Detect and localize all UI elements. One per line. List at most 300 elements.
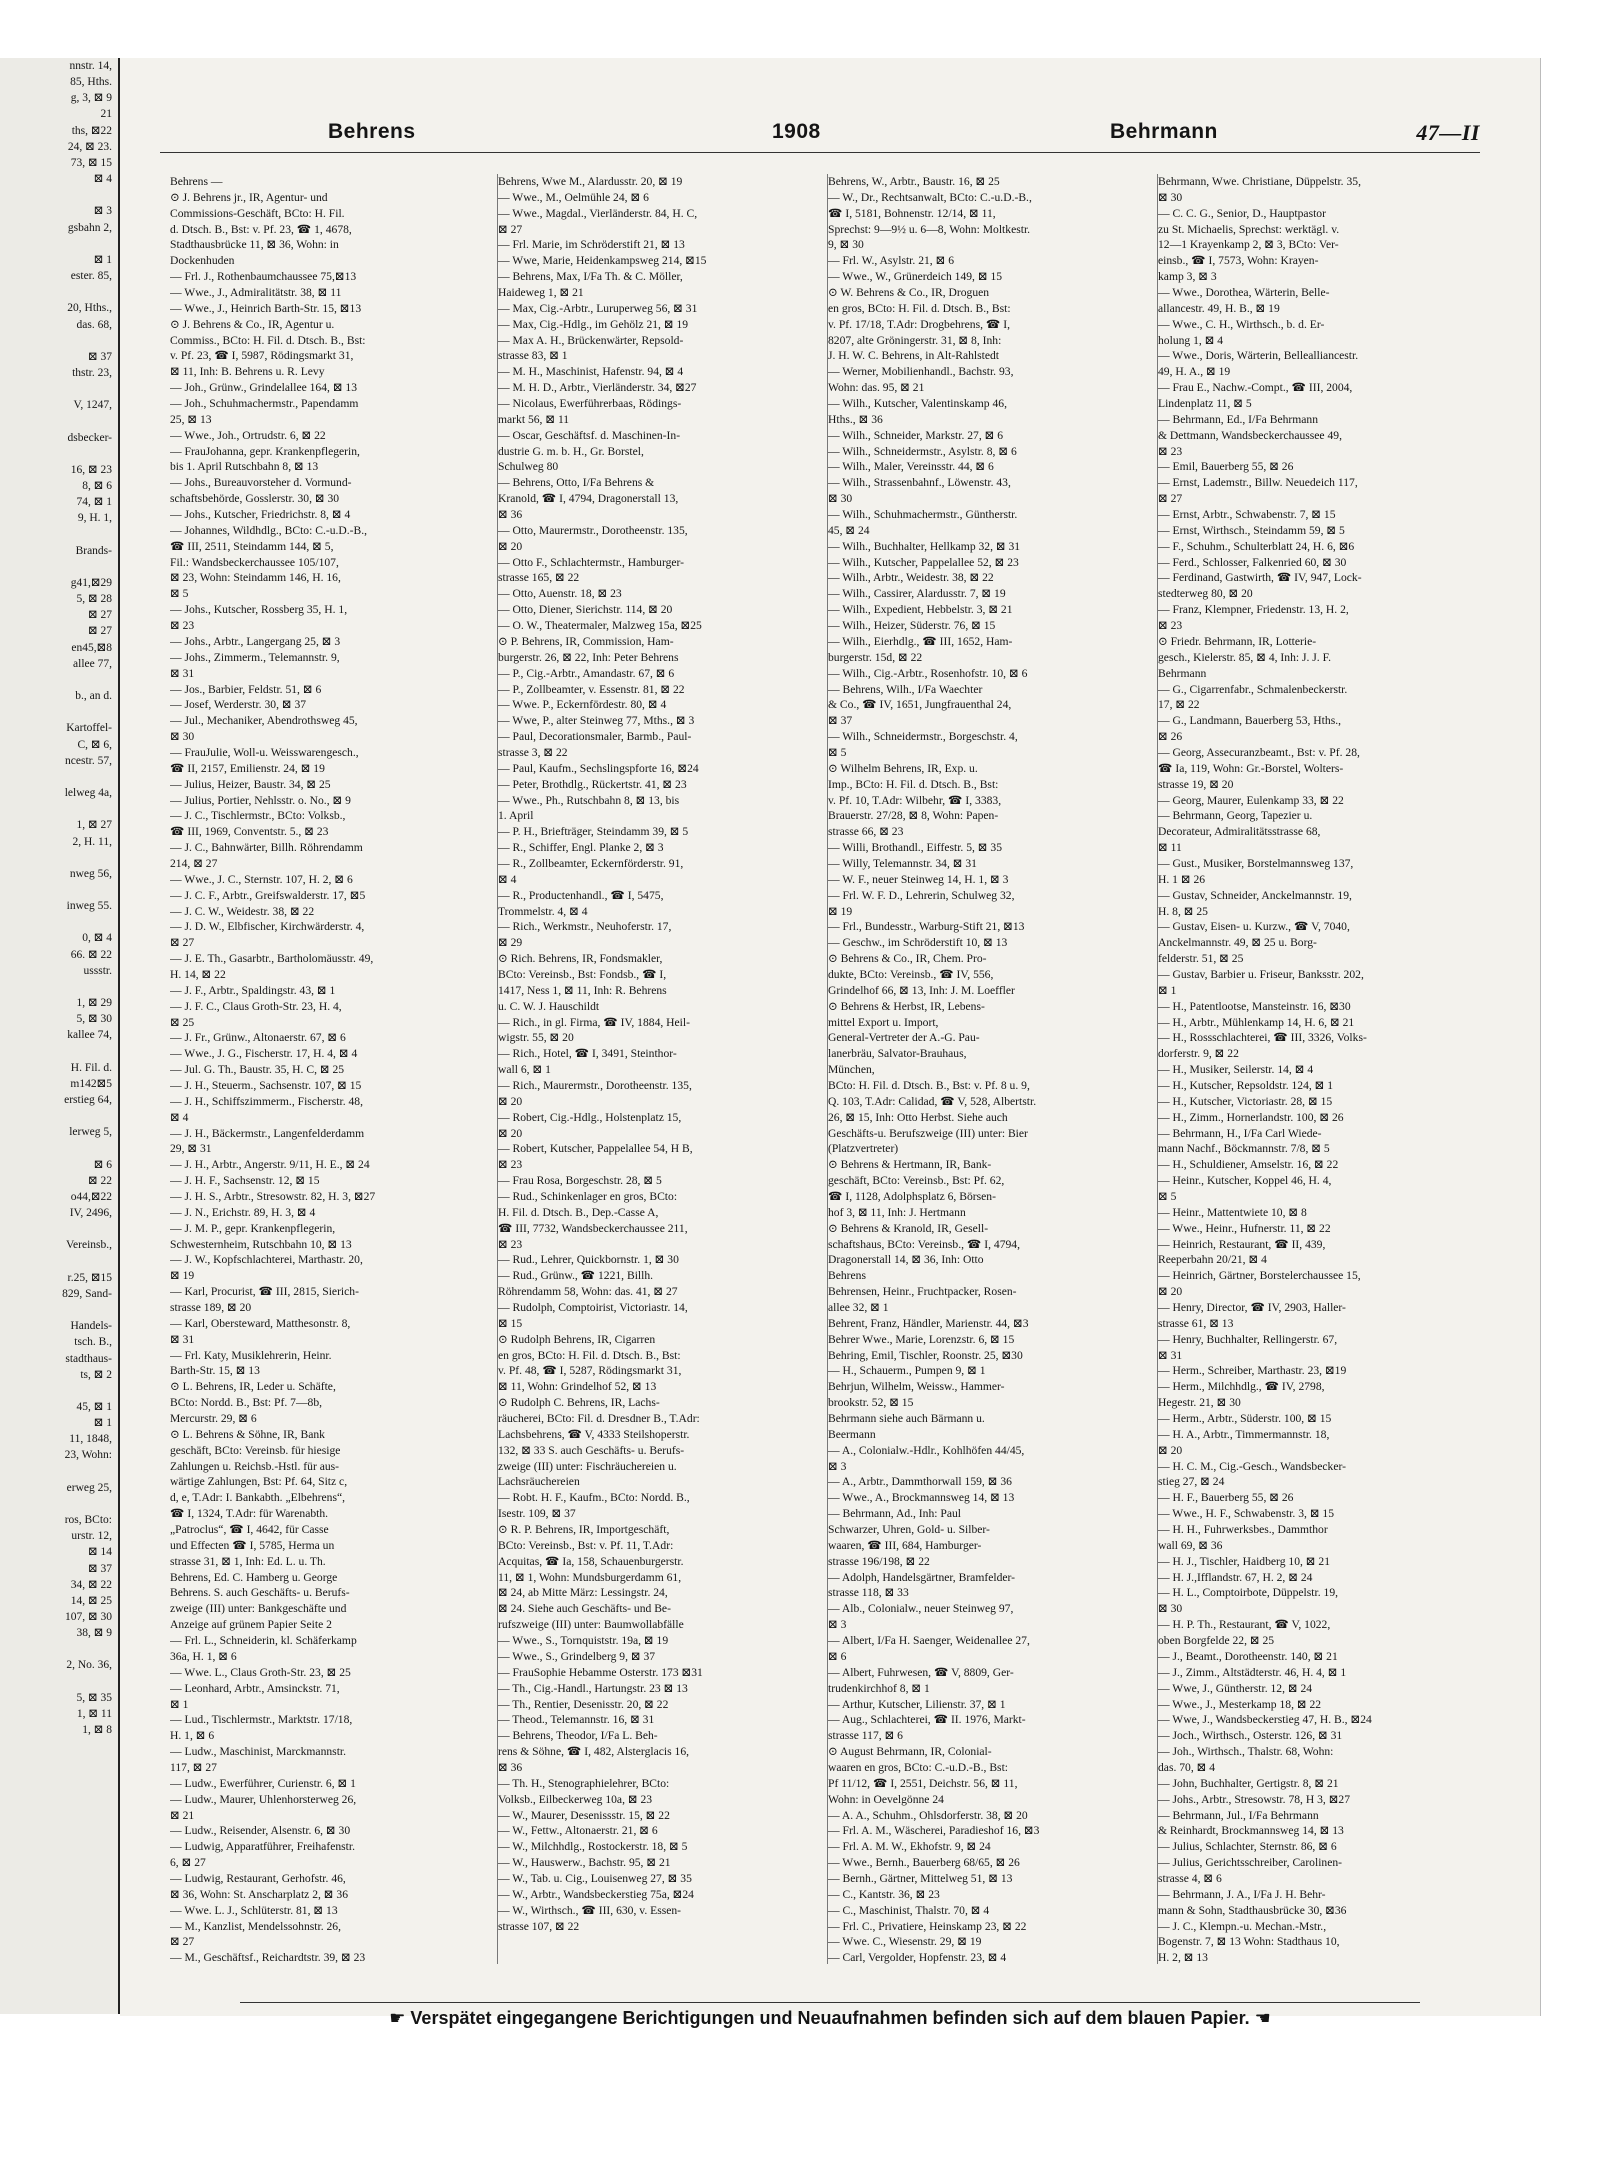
entry-line: ⊠ 11 (1158, 841, 1182, 855)
entry-line: — Georg, Maurer, Eulenkamp 33, ⊠ 22 (1158, 793, 1344, 807)
entry-line: — Albert, Fuhrwesen, ☎ V, 8809, Ger- (828, 1665, 1014, 1679)
entry-line: — Th., Rentier, Desenisstr. 20, ⊠ 22 (498, 1697, 669, 1711)
entry-line: — Wilh., Expedient, Hebbelstr. 3, ⊠ 21 (828, 603, 1013, 617)
entry-line: dorferstr. 9, ⊠ 22 (1158, 1047, 1239, 1061)
entry-line: — Julius, Portier, Nehlsstr. o. No., ⊠ 9 (170, 793, 351, 807)
entry-line: — Wwe., S., Grindelberg 9, ⊠ 37 (498, 1649, 656, 1663)
entry-line: d, e, T.Adr: I. Bankabth. „Elbehrens“, (170, 1491, 346, 1505)
entry-line: (Platzvertreter) (828, 1142, 899, 1156)
entry-line: Stadthausbrücke 11, ⊠ 36, Wohn: in (170, 238, 339, 252)
previous-page-line (0, 527, 118, 543)
previous-page-line: 16, ⊠ 23 (70, 463, 112, 476)
entry-line: — Behrmann, Ad., Inh: Paul (828, 1507, 961, 1521)
previous-page-line: b., an d. (75, 690, 112, 703)
previous-page-line: 5, ⊠ 30 (76, 1013, 112, 1026)
entry-line: mann Nachf., Böckmannstr. 7/8, ⊠ 5 (1158, 1142, 1330, 1156)
entry-line: 49, H. A., ⊠ 19 (1158, 365, 1231, 379)
entry-line: Behrens, Ed. C. Hamberg u. George (170, 1570, 338, 1584)
entry-line: — Wwe, P., alter Steinweg 77, Mths., ⊠ 3 (498, 714, 695, 728)
entry-line: — Otto F., Schlachtermstr., Hamburger- (498, 555, 685, 569)
entry-line: — J. C. F., Arbtr., Greifswalderstr. 17, ⊠5 (170, 888, 366, 902)
entry-line: — Leonhard, Arbtr., Amsinckstr. 71, (170, 1681, 340, 1695)
entry-line: kamp 3, ⊠ 3 (1158, 270, 1217, 284)
entry-line: strasse 107, ⊠ 22 (498, 1919, 580, 1933)
entry-line: ⊠ 31 (170, 1332, 195, 1346)
previous-page-line (0, 333, 118, 349)
entry-line: — C., Maschinist, Thalstr. 70, ⊠ 4 (828, 1903, 990, 1917)
entry-line: — Ludw., Reisender, Alsenstr. 6, ⊠ 30 (170, 1824, 351, 1838)
entry-line: ☎ I, 1128, Adolphsplatz 6, Börsen- (828, 1190, 996, 1203)
entry-line: — M. H. D., Arbtr., Vierländerstr. 34, ⊠27 (498, 381, 697, 395)
previous-page-line: g41,⊠29 (70, 577, 112, 589)
entry-line: ⊠ 30 (1158, 1602, 1183, 1616)
entry-line: — Wwe., Joh., Ortrudstr. 6, ⊠ 22 (170, 428, 326, 442)
previous-page-line (0, 1464, 118, 1480)
previous-page-line: Kartoffel- (66, 722, 112, 735)
entry-line: — Wwe., Ph., Rutschbahn 8, ⊠ 13, bis (498, 793, 680, 807)
entry-line: — Gustav, Barbier u. Friseur, Banksstr. 202, (1158, 967, 1364, 981)
entry-line: — Rich., Werkmstr., Neuhoferstr. 17, (498, 920, 672, 934)
entry-line: — Johs., Arbtr., Langergang 25, ⊠ 3 (170, 634, 341, 648)
entry-line: — Wilh., Schneidermstr., Asylstr. 8, ⊠ 6 (828, 444, 1017, 458)
entry-line: strasse 4, ⊠ 6 (1158, 1871, 1222, 1885)
previous-page-line (0, 1302, 118, 1318)
entry-line: räucherei, BCto: Fil. d. Dresdner B., T.Adr: (498, 1412, 700, 1426)
column-2 (498, 174, 826, 1964)
entry-line: & Dettmann, Wandsbeckerchaussee 49, (1158, 428, 1342, 442)
entry-line: ⊠ 23, Wohn: Steindamm 146, H. 16, (170, 571, 341, 585)
entry-line: & Reinhardt, Brockmannsweg 14, ⊠ 13 (1158, 1824, 1344, 1838)
previous-page-line: ros, BCto: (64, 1514, 112, 1527)
previous-page-line (0, 769, 118, 785)
entry-line: ⊠ 11, Inh: B. Behrens u. R. Levy (170, 365, 325, 379)
entry-line: — FrauSophie Hebamme Osterstr. 173 ⊠31 (498, 1665, 703, 1679)
entry-line: — Behrmann, Ed., I/Fa Behrmann (1158, 412, 1319, 426)
previous-page-line: 14, ⊠ 25 (70, 1594, 112, 1607)
previous-page-line: erweg 25, (66, 1481, 112, 1494)
previous-page-line (0, 850, 118, 866)
entry-line: — H., Schuldiener, Amselstr. 16, ⊠ 22 (1158, 1158, 1339, 1172)
entry-line: 6, ⊠ 27 (170, 1856, 206, 1870)
entry-line: — Herm., Milchhdlg., ☎ IV, 2798, (1158, 1380, 1325, 1394)
entry-line: rens & Söhne, ☎ I, 482, Alsterglacis 16, (498, 1745, 690, 1759)
entry-line: — Heinr., Kutscher, Koppel 46, H. 4, (1158, 1174, 1332, 1188)
entry-line: — Wilh., Cassirer, Alardusstr. 7, ⊠ 19 (828, 587, 1006, 601)
entry-line: — A. A., Schuhm., Ohlsdorferstr. 38, ⊠ 20 (828, 1808, 1028, 1822)
entry-line: — Otto, Diener, Sierichstr. 114, ⊠ 20 (498, 603, 673, 617)
entry-line: — Wwe., J., Heinrich Barth-Str. 15, ⊠13 (170, 301, 362, 315)
previous-page-line (0, 1254, 118, 1270)
previous-page-line: ⊠ 3 (93, 205, 112, 218)
entry-line: ⊠ 25 (170, 1015, 195, 1029)
entry-line: ⊠ 20 (498, 1126, 523, 1140)
entry-line: — H., Kutscher, Victoriastr. 28, ⊠ 15 (1158, 1094, 1333, 1108)
entry-line: — H. C. M., Cig.-Gesch., Wandsbecker- (1158, 1459, 1346, 1473)
entry-line: — Ludw., Maschinist, Marckmannstr. (170, 1745, 347, 1759)
entry-line: — Albert, I/Fa H. Saenger, Weidenallee 27, (828, 1634, 1030, 1648)
entry-line: dukte, BCto: Vereinsb., ☎ IV, 556, (828, 967, 994, 981)
entry-line: BCto: Vereinsb., Bst: Fondsb., ☎ I, (498, 967, 667, 981)
entry-line: Behrjun, Wilhelm, Weissw., Hammer- (828, 1380, 1005, 1394)
footer-notice (240, 2002, 1420, 2031)
entry-line: ⊠ 37 (828, 714, 853, 728)
entry-line: mittel Export u. Import, (828, 1015, 939, 1029)
entry-line: Brauerstr. 27/28, ⊠ 8, Wohn: Papen- (828, 809, 999, 823)
previous-page-line: 1, ⊠ 29 (76, 997, 112, 1010)
previous-page-line: 73, ⊠ 15 (70, 156, 112, 169)
previous-page-line: ⊠ 4 (93, 173, 112, 186)
entry-line: — P. H., Briefträger, Steindamm 39, ⊠ 5 (498, 825, 689, 839)
entry-line: — W., Fettw., Altonaerstr. 21, ⊠ 6 (498, 1824, 658, 1838)
entry-line: — Ernst, Lademstr., Billw. Neuedeich 117, (1158, 476, 1358, 490)
entry-line: ☎ Ia, 119, Wohn: Gr.-Borstel, Wolters- (1158, 761, 1344, 775)
entry-line: hof 3, ⊠ 11, Inh: J. Hertmann (828, 1205, 966, 1219)
entry-line: — Jul. G. Th., Baustr. 35, H. C, ⊠ 25 (170, 1063, 345, 1077)
entry-line: — Johs., Arbtr., Stresowstr. 78, H 3, ⊠27 (1158, 1792, 1351, 1806)
entry-line: Lachsräuchereien (498, 1475, 580, 1489)
previous-page-line: 66. ⊠ 22 (70, 948, 112, 961)
entry-line: — Wwe, J., Güntherstr. 12, ⊠ 24 (1158, 1681, 1313, 1695)
previous-page-line: ⊠ 27 (87, 609, 112, 622)
entry-line: — Ferdinand, Gastwirth, ☎ IV, 947, Lock- (1158, 571, 1362, 585)
previous-page-line (0, 1140, 118, 1156)
entry-line: — Behrmann, H., I/Fa Carl Wiede- (1158, 1126, 1322, 1140)
entry-line: ⊙ Friedr. Behrmann, IR, Lotterie- (1158, 634, 1317, 648)
entry-line: strasse 83, ⊠ 1 (498, 349, 568, 363)
entry-line: — Wwe., Bernh., Bauerberg 68/65, ⊠ 26 (828, 1856, 1020, 1870)
previous-page-line: 20, Hths., (67, 302, 112, 315)
entry-line: — Rich., in gl. Firma, ☎ IV, 1884, Heil- (498, 1015, 690, 1029)
entry-line: — Ludwig, Apparatführer, Freihafenstr. (170, 1840, 355, 1854)
entry-line: Q. 103, T.Adr: Calidad, ☎ V, 528, Albertstr. (828, 1094, 1037, 1108)
entry-line: ⊠ 19 (828, 904, 853, 918)
entry-line: — Behrens, Theodor, I/Fa L. Beh- (498, 1729, 658, 1743)
entry-line: ⊠ 27 (170, 1935, 195, 1949)
entry-line: BCto: Nordd. B., Bst: Pf. 7—8b, (170, 1396, 323, 1410)
entry-line: — W., Wirthsch., ☎ III, 630, v. Essen- (498, 1903, 682, 1917)
entry-line: — Frl. A. M. W., Ekhofstr. 9, ⊠ 24 (828, 1840, 991, 1854)
entry-line: zweige (III) unter: Bankgeschäfte und (170, 1602, 347, 1616)
entry-line: — M., Geschäftsf., Reichardtstr. 39, ⊠ 23 (170, 1951, 366, 1964)
entry-line: — J. H., Arbtr., Angerstr. 9/11, H. E., ⊠ 24 (170, 1158, 370, 1172)
entry-line: — Frl. C., Privatiere, Heinskamp 23, ⊠ 22 (828, 1919, 1027, 1933)
entry-line: — Heinrich, Gärtner, Borstelerchaussee 15, (1158, 1269, 1361, 1283)
previous-page-line (0, 187, 118, 203)
entry-line: Beermann (828, 1427, 876, 1441)
entry-line: strasse 19, ⊠ 20 (1158, 777, 1234, 791)
entry-line: Bogenstr. 7, ⊠ 13 Wohn: Stadthaus 10, (1158, 1935, 1340, 1949)
previous-page-line: ⊠ 22 (87, 1174, 112, 1187)
entry-line: Schwarzer, Uhren, Gold- u. Silber- (828, 1523, 990, 1537)
entry-line: — Wwe, Marie, Heidenkampsweg 214, ⊠15 (498, 254, 707, 268)
footer-text: Verspätet eingegangene Berichtigungen und Neuaufnahmen befinden sich auf dem blauen Papier. (410, 2008, 1250, 2028)
entry-line: oben Borgfelde 22, ⊠ 25 (1158, 1634, 1275, 1648)
entry-line: — Willy, Telemannstr. 34, ⊠ 31 (828, 856, 977, 870)
entry-line: H. Fil. d. Dtsch. B., Dep.-Casse A, (498, 1205, 659, 1219)
entry-line: Isestr. 109, ⊠ 37 (498, 1507, 576, 1521)
entry-line: allancestr. 49, H. B., ⊠ 19 (1158, 301, 1280, 315)
entry-line: — Karl, Obersteward, Matthesonstr. 8, (170, 1316, 351, 1330)
entry-line: 117, ⊠ 27 (170, 1760, 217, 1774)
entry-line: ⊠ 15 (498, 1316, 523, 1330)
entry-line: — Franz, Klempner, Friedenstr. 13, H. 2, (1158, 603, 1349, 617)
entry-line: — Johs., Zimmerm., Telemannstr. 9, (170, 650, 340, 664)
entry-line: — Wwe., J. C., Sternstr. 107, H. 2, ⊠ 6 (170, 872, 353, 886)
entry-line: — Max, Cig.-Arbtr., Luruperweg 56, ⊠ 31 (498, 301, 698, 315)
entry-line: Geschäfts-u. Berufszweige (III) unter: Bier (828, 1126, 1028, 1140)
entry-line: BCto: Vereinsb., Bst: v. Pf. 11, T.Adr: (498, 1538, 674, 1552)
entry-line: — A., Arbtr., Dammthorwall 159, ⊠ 36 (828, 1475, 1012, 1489)
entry-line: — Wilh., Arbtr., Weidestr. 38, ⊠ 22 (828, 571, 994, 585)
previous-page-line: ⊠ 14 (87, 1546, 112, 1559)
entry-line: — Joh., Schuhmachermstr., Papendamm (170, 397, 359, 411)
entry-line: ⊠ 27 (170, 936, 195, 950)
entry-line: strasse 196/198, ⊠ 22 (828, 1554, 930, 1568)
previous-page-line: 1, ⊠ 8 (82, 1724, 112, 1737)
entry-line: — Julius, Schlachter, Sternstr. 86, ⊠ 6 (1158, 1840, 1337, 1854)
entry-line: ⊙ L. Behrens & Söhne, IR, Bank (170, 1427, 325, 1441)
entry-line: strasse 118, ⊠ 33 (828, 1586, 909, 1600)
entry-line: — Willi, Brothandl., Eiffestr. 5, ⊠ 35 (828, 841, 1003, 855)
entry-line: H. 1 ⊠ 26 (1158, 872, 1206, 886)
entry-line: — Johannes, Wildhdlg., BCto: C.-u.D.-B., (170, 523, 368, 537)
previous-page-edge (0, 58, 121, 2014)
entry-line: — J. D. W., Elbfischer, Kirchwärderstr. 4, (170, 920, 365, 934)
entry-line: 8207, alte Gröningerstr. 31, ⊠ 8, Inh: (828, 333, 1002, 347)
entry-line: — R., Schiffer, Engl. Planke 2, ⊠ 3 (498, 841, 664, 855)
entry-line: — W., Arbtr., Wandsbeckerstieg 75a, ⊠24 (498, 1887, 694, 1901)
previous-page-line: IV, 2496, (69, 1207, 112, 1220)
entry-line: — Wwe., J., Admiralitätstr. 38, ⊠ 11 (170, 286, 342, 300)
entry-line: ⊠ 36, Wohn: St. Anscharplatz 2, ⊠ 36 (170, 1887, 349, 1901)
entry-line: — Wwe., C. H., Wirthsch., b. d. Er- (1158, 317, 1325, 331)
entry-line: geschäft, BCto: Vereinsb., Bst: Pf. 62, (828, 1174, 1005, 1188)
previous-page-line: 2, H. 11, (72, 835, 112, 848)
entry-line: allee 32, ⊠ 1 (828, 1301, 889, 1315)
entry-line: — Aug., Schlachterei, ☎ II. 1976, Markt- (828, 1713, 1026, 1727)
entry-line: — W., Hauswerw., Bachstr. 95, ⊠ 21 (498, 1856, 671, 1870)
entry-line: Imp., BCto: H. Fil. d. Dtsch. B., Bst: (828, 777, 999, 791)
entry-line: einsb., ☎ I, 7573, Wohn: Krayen- (1158, 254, 1319, 268)
entry-line: Dragonerstall 14, ⊠ 36, Inh: Otto (828, 1253, 984, 1267)
column-4 (1158, 174, 1486, 1964)
entry-line: Behrensen, Heinr., Fruchtpacker, Rosen- (828, 1285, 1017, 1299)
entry-line: ⊠ 23 (498, 1237, 523, 1251)
entry-line: — W. F., neuer Steinweg 14, H. 1, ⊠ 3 (828, 872, 1009, 886)
entry-line: ⊠ 5 (1158, 1190, 1177, 1203)
entry-line: — Behrens, Max, I/Fa Th. & C. Möller, (498, 270, 683, 284)
entry-line: — W., Dr., Rechtsanwalt, BCto: C.-u.D.-B., (828, 190, 1032, 204)
entry-line: ⊠ 20 (498, 539, 523, 553)
entry-line: ⊠ 30 (828, 492, 853, 506)
entry-line: — R., Productenhandl., ☎ I, 5475, (498, 888, 664, 902)
entry-line: ⊠ 24, ab Mitte März: Lessingstr. 24, (498, 1586, 668, 1600)
entry-line: — Max, Cig.-Hdlg., im Gehölz 21, ⊠ 19 (498, 317, 689, 331)
entry-line: BCto: H. Fil. d. Dtsch. B., Bst: v. Pf. 8 u. 9, (828, 1078, 1030, 1092)
entry-line: ⊙ J. Behrens jr., IR, Agentur- und (170, 190, 328, 204)
previous-page-line: m142⊠5 (70, 1077, 112, 1090)
entry-line: — Heinrich, Restaurant, ☎ II, 439, (1158, 1237, 1326, 1251)
entry-line: wigstr. 55, ⊠ 20 (498, 1031, 574, 1045)
entry-line: — J. N., Erichstr. 89, H. 3, ⊠ 4 (170, 1205, 316, 1219)
entry-line: — Paul, Decorationsmaler, Barmb., Paul- (498, 730, 692, 744)
previous-page-line: nweg 56, (69, 867, 112, 880)
entry-line: ⊠ 31 (1158, 1348, 1183, 1362)
entry-line: — Wilh., Heizer, Süderstr. 76, ⊠ 15 (828, 619, 996, 633)
entry-line: das. 70, ⊠ 4 (1158, 1760, 1216, 1774)
previous-page-line (0, 882, 118, 898)
column-1 (170, 174, 498, 1964)
previous-page-line: 829, Sand- (62, 1287, 112, 1300)
entry-line: — Herm., Schreiber, Marthastr. 23, ⊠19 (1158, 1364, 1347, 1378)
entry-line: — Wilh., Eierhdlg., ☎ III, 1652, Ham- (828, 634, 1013, 648)
entry-line: — Rich., Maurermstr., Dorotheenstr. 135, (498, 1078, 692, 1092)
entry-line: — Frau Rosa, Borgeschstr. 28, ⊠ 5 (498, 1174, 662, 1188)
entry-line: — J. H., Schiffszimmerm., Fischerstr. 48, (170, 1094, 364, 1108)
entry-line: Behrens, Wwe M., Alardusstr. 20, ⊠ 19 (498, 175, 683, 188)
entry-line: — Paul, Kaufm., Sechslingspforte 16, ⊠24 (498, 761, 699, 775)
entry-line: ⊠ 21 (170, 1808, 195, 1822)
entry-line: Lindenplatz 11, ⊠ 5 (1158, 397, 1252, 411)
entry-line: waaren, ☎ III, 684, Hamburger- (828, 1538, 982, 1552)
entry-line: — Frau E., Nachw.-Compt., ☎ III, 2004, (1158, 381, 1353, 395)
entry-line: dustrie G. m. b. H., Gr. Borstel, (498, 444, 644, 458)
entry-line: ⊠ 30 (1158, 190, 1183, 204)
previous-page-line: g, 3, ⊠ 9 (70, 92, 112, 105)
entry-line: — F., Schuhm., Schulterblatt 24, H. 6, ⊠6 (1158, 539, 1355, 553)
entry-line: Trommelstr. 4, ⊠ 4 (498, 904, 588, 918)
entry-line: — H. A., Arbtr., Timmermannstr. 18, (1158, 1427, 1330, 1441)
entry-line: Hths., ⊠ 36 (828, 412, 883, 426)
entry-line: — Werner, Mobilienhandl., Bachstr. 93, (828, 365, 1014, 379)
entry-line: ⊙ Behrens & Herbst, IR, Lebens- (828, 999, 985, 1013)
entry-line: ⊠ 3 (828, 1459, 847, 1473)
entry-line: — Wwe. C., Wiesenstr. 29, ⊠ 19 (828, 1935, 982, 1949)
entry-line: — Rud., Lehrer, Quickbornstr. 1, ⊠ 30 (498, 1253, 679, 1267)
entry-line: felderstr. 51, ⊠ 25 (1158, 952, 1244, 966)
entry-line: — P., Zollbeamter, v. Essenstr. 81, ⊠ 22 (498, 682, 685, 696)
entry-line: 45, ⊠ 24 (828, 523, 870, 537)
entry-line: — H. J.,Ifflandstr. 67, H. 2, ⊠ 24 (1158, 1570, 1313, 1584)
entry-line: General-Vertreter der A.-G. Pau- (828, 1031, 980, 1045)
entry-line: ⊠ 23 (1158, 444, 1183, 458)
entry-line: u. C. W. J. Hauschildt (498, 999, 600, 1013)
entry-line: — Gustav, Eisen- u. Kurzw., ☎ V, 7040, (1158, 920, 1350, 934)
previous-page-line: das. 68, (76, 318, 112, 331)
entry-line: 1. April (498, 809, 534, 823)
previous-page-line: H. Fil. d. (70, 1061, 112, 1074)
entry-line: ⊠ 6 (828, 1649, 847, 1663)
entry-line: — Robert, Kutscher, Pappelallee 54, H B, (498, 1142, 693, 1156)
entry-line: d. Dtsch. B., Bst: v. Pf. 23, ☎ 1, 4678, (170, 222, 352, 236)
entry-line: zweige (III) unter: Fischräuchereien u. (498, 1459, 677, 1473)
previous-page-line (0, 1108, 118, 1124)
entry-line: — Frl. Marie, im Schröderstift 21, ⊠ 13 (498, 238, 685, 252)
entry-line: — J. M. P., gepr. Krankenpflegerin, (170, 1221, 336, 1235)
previous-page-line: 21 (100, 108, 112, 121)
directory-page (120, 58, 1541, 2028)
entry-line: — Bernh., Gärtner, Mittelweg 51, ⊠ 13 (828, 1871, 1013, 1885)
entry-line: Dockenhuden (170, 254, 235, 268)
entry-line: — Emil, Bauerberg 55, ⊠ 26 (1158, 460, 1294, 474)
entry-line: — H. F., Bauerberg 55, ⊠ 26 (1158, 1491, 1294, 1505)
previous-page-line (0, 801, 118, 817)
entry-line: — Wilh., Maler, Vereinsstr. 44, ⊠ 6 (828, 460, 994, 474)
entry-line: 29, ⊠ 31 (170, 1142, 212, 1156)
entry-line: ⊠ 1 (1158, 983, 1177, 997)
entry-line: — C. C. G., Senior, D., Hauptpastor (1158, 206, 1326, 220)
previous-page-line: inweg 55. (66, 900, 112, 913)
entry-line: — J. H., Bäckermstr., Langenfelderdamm (170, 1126, 365, 1140)
previous-page-line: ⊠ 6 (93, 1158, 112, 1171)
entry-line: — Wwe, J., Wandsbeckerstieg 47, H. B., ⊠24 (1158, 1713, 1372, 1727)
entry-line: Wohn: das. 95, ⊠ 21 (828, 381, 925, 395)
entry-line: ⊠ 20 (1158, 1443, 1183, 1457)
entry-line: Commissions-Geschäft, BCto: H. Fil. (170, 206, 345, 220)
entry-line: — Th., Cig.-Handl., Hartungstr. 23 ⊠ 13 (498, 1681, 688, 1695)
previous-page-line (0, 1754, 118, 1770)
entry-line: — Ludw., Ewerführer, Curienstr. 6, ⊠ 1 (170, 1776, 356, 1790)
entry-line: — H., Patentlootse, Mansteinstr. 16, ⊠30 (1158, 999, 1351, 1013)
entry-line: gesch., Kielerstr. 85, ⊠ 4, Inh: J. J. F. (1158, 650, 1332, 664)
entry-line: — H., Arbtr., Mühlenkamp 14, H. 6, ⊠ 21 (1158, 1015, 1355, 1029)
entry-line: — H. P. Th., Restaurant, ☎ V, 1022, (1158, 1618, 1331, 1632)
entry-line: — Behrens, Wilh., I/Fa Waechter (828, 682, 983, 696)
entry-line: ⊙ Rudolph Behrens, IR, Cigarren (498, 1332, 656, 1346)
entry-line: schaftshaus, BCto: Vereinsb., ☎ I, 4794, (828, 1237, 1020, 1251)
entry-line: Lachsbehrens, ☎ V, 4333 Steilshoperstr. (498, 1427, 690, 1441)
entry-line: — H., Rossschlachterei, ☎ III, 3326, Volks- (1158, 1031, 1367, 1045)
entry-line: — Behrens, Otto, I/Fa Behrens & (498, 476, 655, 490)
entry-line: Hegestr. 21, ⊠ 30 (1158, 1396, 1241, 1410)
entry-line: burgerstr. 15d, ⊠ 22 (828, 650, 923, 664)
entry-line: — FrauJulie, Woll-u. Weisswarengesch., (170, 745, 359, 759)
entry-line: Schulweg 80 (498, 460, 559, 474)
entry-line: ⊠ 23 (498, 1158, 523, 1172)
entry-line: Acquitas, ☎ Ia, 158, Schauenburgerstr. (498, 1554, 684, 1568)
entry-line: 132, ⊠ 33 S. auch Geschäfts- u. Berufs- (498, 1443, 685, 1457)
previous-page-line: o44,⊠22 (70, 1190, 112, 1203)
entry-line: — O. W., Theatermaler, Malzweg 15a, ⊠25 (498, 619, 702, 633)
entry-line: ⊠ 36 (498, 1760, 523, 1774)
entry-line: 214, ⊠ 27 (170, 856, 218, 870)
previous-page-line: ⊠ 27 (87, 625, 112, 638)
previous-page-line: 107, ⊠ 30 (64, 1611, 112, 1623)
entry-line: Behrens. S. auch Geschäfts- u. Berufs- (170, 1586, 350, 1600)
entry-line: — Joch., Wirthsch., Osterstr. 126, ⊠ 31 (1158, 1729, 1343, 1743)
entry-line: stieg 27, ⊠ 24 (1158, 1475, 1225, 1489)
entry-line: Fil.: Wandsbeckerchaussee 105/107, (170, 555, 339, 569)
entry-line: Schwesternheim, Rutschbahn 10, ⊠ 13 (170, 1237, 352, 1251)
previous-page-line: 11, 1848, (69, 1433, 112, 1446)
previous-page-line: 38, ⊠ 9 (76, 1627, 112, 1640)
entry-line: ⊙ R. P. Behrens, IR, Importgeschäft, (498, 1523, 670, 1537)
entry-line: — Wilh., Schneidermstr., Borgeschstr. 4, (828, 730, 1018, 744)
entry-line: 17, ⊠ 22 (1158, 698, 1200, 712)
entry-line: — Wwe., W., Grünerdeich 149, ⊠ 15 (828, 270, 1003, 284)
entry-line: — W., Milchhdlg., Rostockerstr. 18, ⊠ 5 (498, 1840, 688, 1854)
previous-page-line: 24, ⊠ 23. (67, 140, 112, 153)
entry-line: — Wilh., Schneider, Markstr. 27, ⊠ 6 (828, 428, 1004, 442)
entry-line: — H., Musiker, Seilerstr. 14, ⊠ 4 (1158, 1063, 1314, 1077)
entry-line: — Wwe. L. J., Schlüterstr. 81, ⊠ 13 (170, 1903, 338, 1917)
previous-page-line: 8, ⊠ 6 (82, 480, 112, 493)
previous-page-line: ⊠ 37 (87, 1562, 112, 1575)
entry-line: strasse 117, ⊠ 6 (828, 1729, 903, 1743)
entry-line: ⊠ 29 (498, 936, 523, 950)
entry-line: — P., Cig.-Arbtr., Amandastr. 67, ⊠ 6 (498, 666, 675, 680)
entry-line: ⊠ 5 (170, 587, 189, 601)
